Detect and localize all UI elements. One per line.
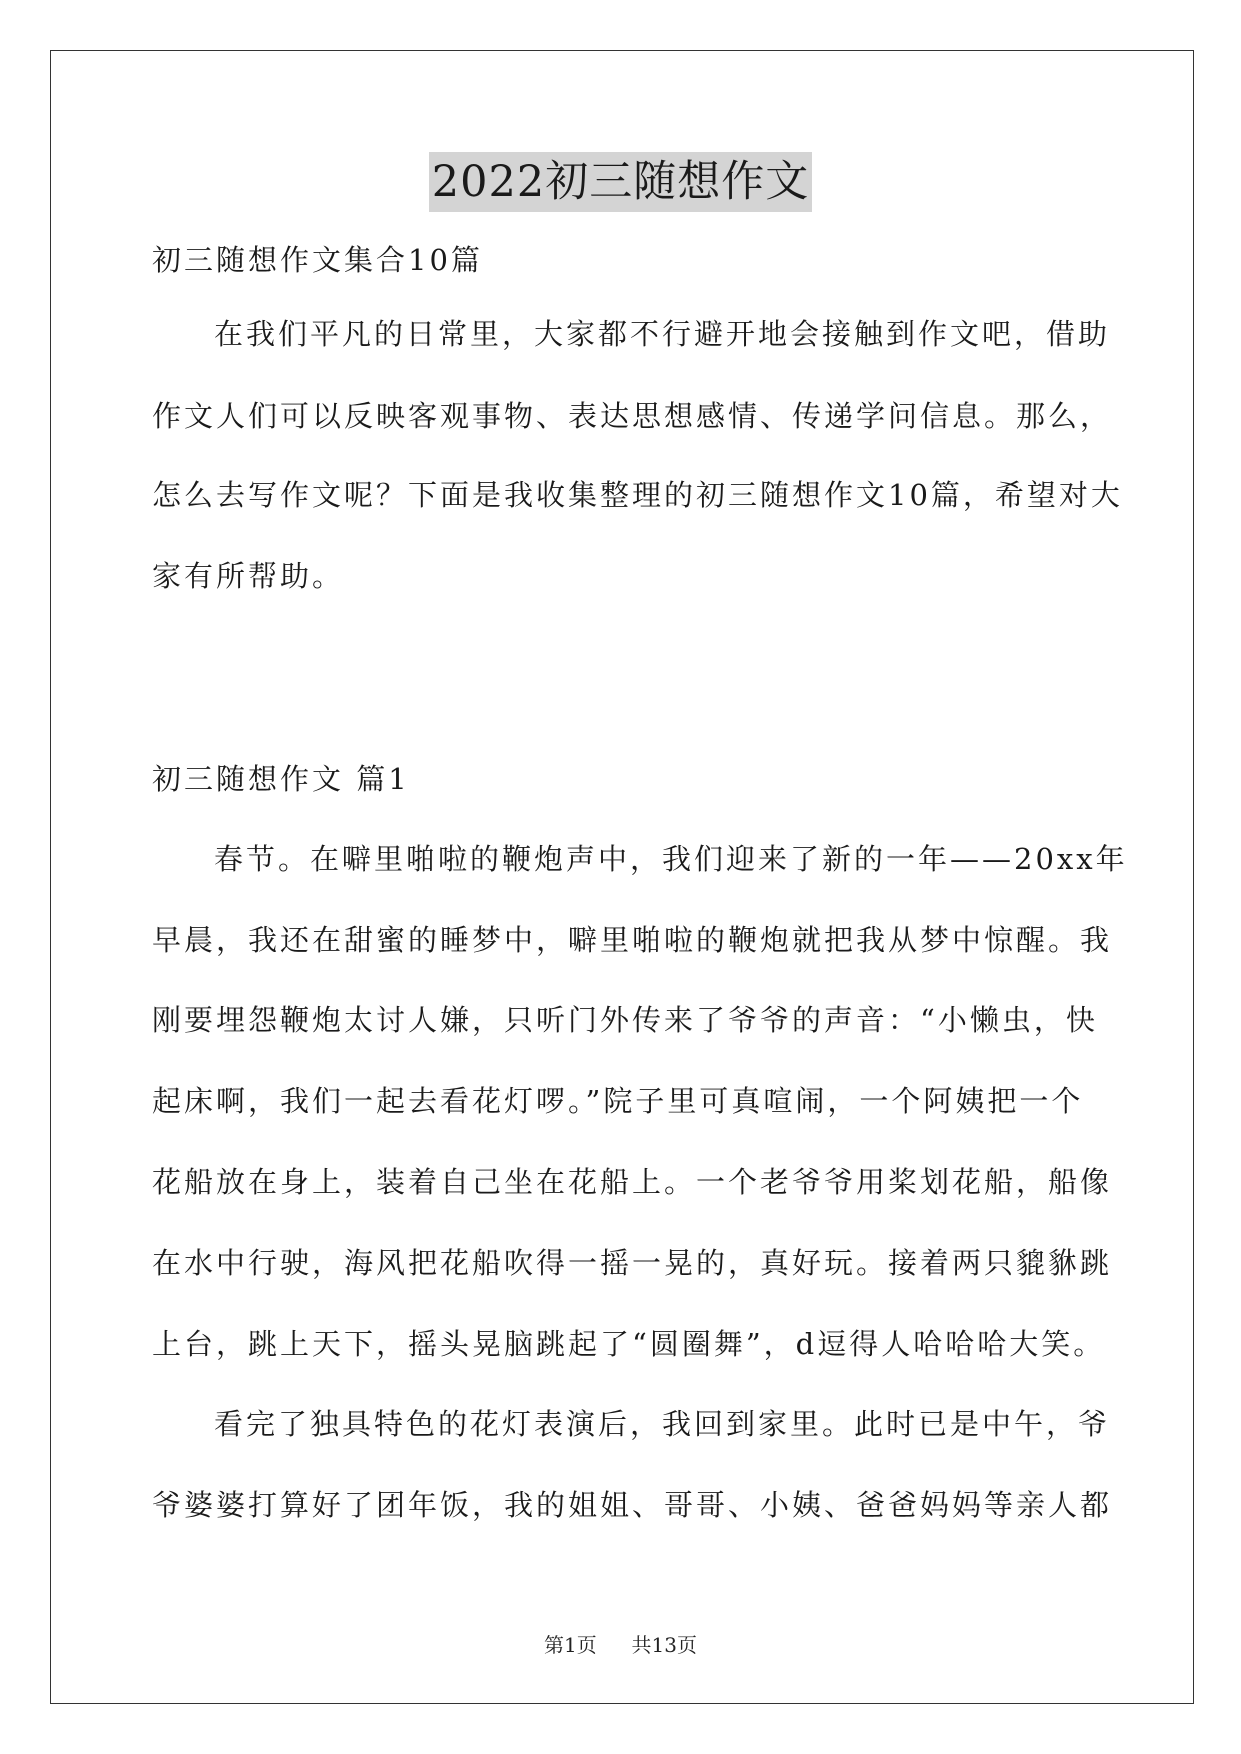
- section-heading: 初三随想作文 篇1: [152, 762, 410, 796]
- intro-line-1: 在我们平凡的日常里，大家都不行避开地会接触到作文吧，借助: [214, 317, 1111, 351]
- para1-line-3: 刚要埋怨鞭炮太讨人嫌，只听门外传来了爷爷的声音：“小懒虫，快: [152, 1003, 1098, 1037]
- intro-line-3: 怎么去写作文呢？下面是我收集整理的初三随想作文10篇，希望对大: [152, 478, 1123, 512]
- document-subtitle: 初三随想作文集合10篇: [152, 243, 483, 277]
- page-footer: [0, 1632, 1241, 1658]
- title-wrap: [0, 152, 1241, 212]
- para1-line-1: 春节。在噼里啪啦的鞭炮声中，我们迎来了新的一年——20xx年: [214, 842, 1128, 876]
- para1-line-2: 早晨，我还在甜蜜的睡梦中，噼里啪啦的鞭炮就把我从梦中惊醒。我: [152, 923, 1113, 957]
- intro-line-2: 作文人们可以反映客观事物、表达思想感情、传递学问信息。那么，: [152, 399, 1113, 433]
- para1-line-5: 花船放在身上，装着自己坐在花船上。一个老爷爷用桨划花船，船像: [152, 1165, 1113, 1199]
- para2-line-2: 爷婆婆打算好了团年饭，我的姐姐、哥哥、小姨、爸爸妈妈等亲人都: [152, 1488, 1113, 1522]
- para2-line-1: 看完了独具特色的花灯表演后，我回到家里。此时已是中午，爷: [214, 1407, 1111, 1441]
- page-number: 第1页: [544, 1633, 597, 1657]
- intro-line-4: 家有所帮助。: [152, 559, 345, 593]
- para1-line-4: 起床啊，我们一起去看花灯啰。”院子里可真喧闹，一个阿姨把一个: [152, 1084, 1084, 1118]
- para1-line-7: 上台，跳上天下，摇头晃脑跳起了“圆圈舞”，d逗得人哈哈哈大笑。: [152, 1327, 1106, 1361]
- document-title: 2022初三随想作文: [429, 152, 812, 212]
- para1-line-6: 在水中行驶，海风把花船吹得一摇一晃的，真好玩。接着两只貔貅跳: [152, 1246, 1113, 1280]
- page-total: 共13页: [631, 1633, 697, 1657]
